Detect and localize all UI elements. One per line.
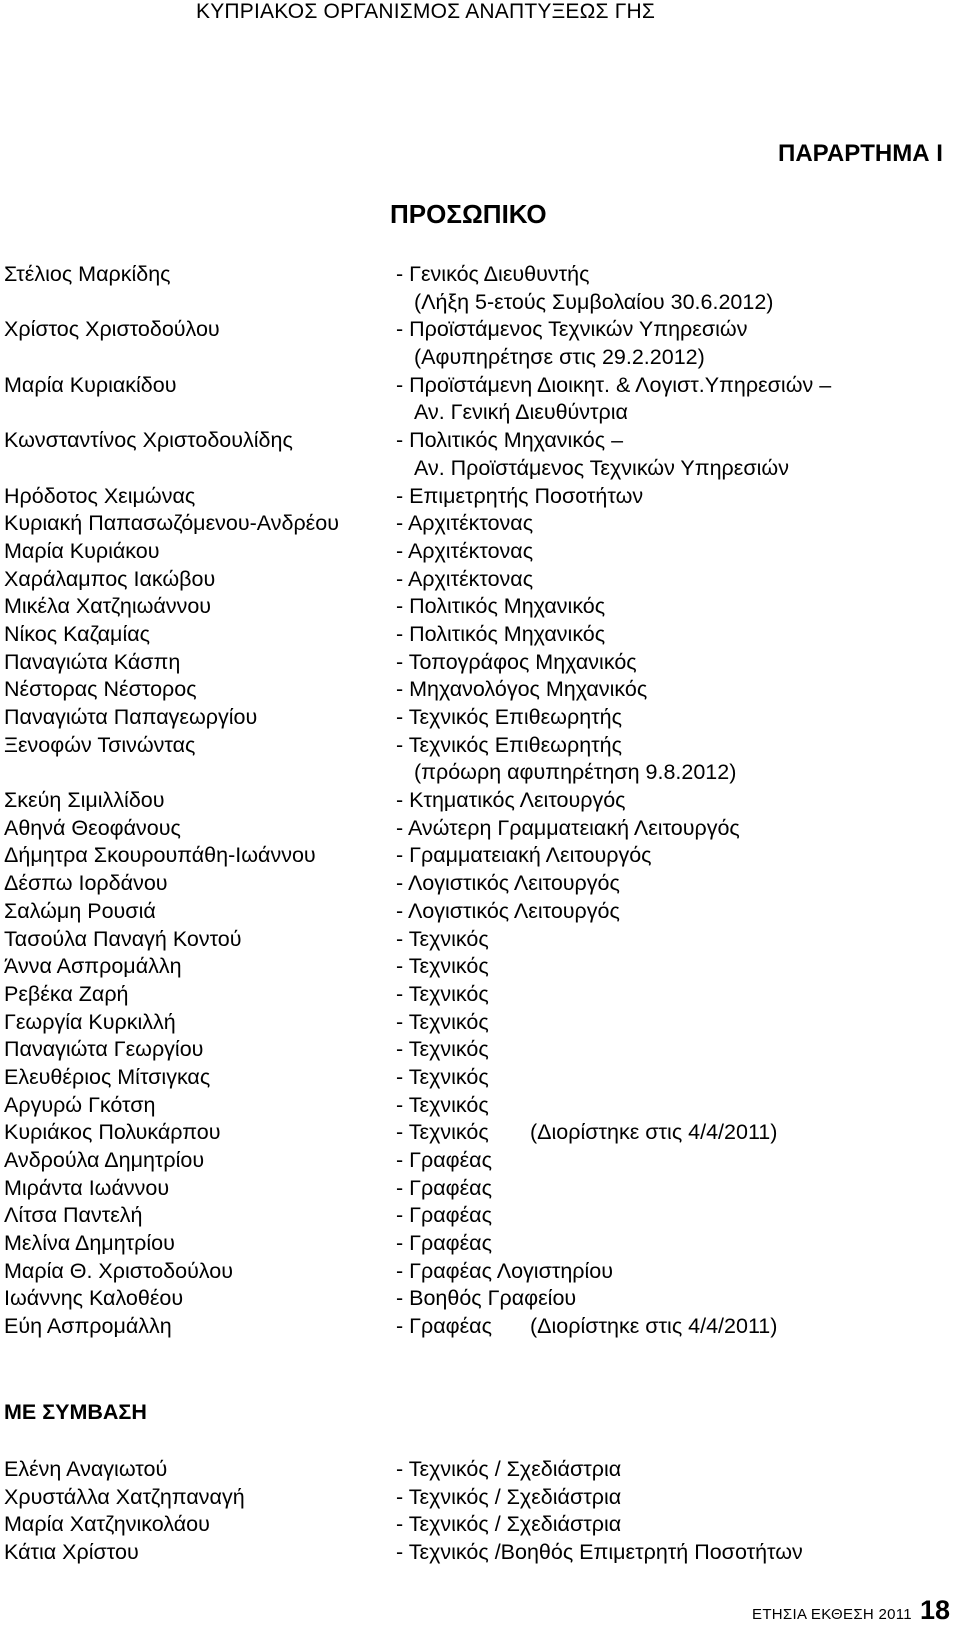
staff-role: - Γενικός Διευθυντής <box>396 262 590 286</box>
staff-name: Τασούλα Παναγή Κοντού <box>4 926 242 951</box>
staff-name: Χρυστάλλα Χατζηπαναγή <box>4 1484 245 1509</box>
staff-row <box>4 566 954 594</box>
staff-role: - Γραφέας Λογιστηρίου <box>396 1258 614 1283</box>
staff-role: - Λογιστικός Λειτουργός <box>396 898 620 923</box>
staff-role: - Λογιστικός Λειτουργός <box>396 871 620 896</box>
page-title: ΠΡΟΣΩΠΙΚΟ <box>390 199 547 229</box>
staff-role: - Γραφέας <box>396 1231 492 1256</box>
staff-role: - Τεχνικός <box>396 926 489 951</box>
staff-row <box>4 316 954 344</box>
staff-role: (πρόωρη αφυπηρέτηση 9.8.2012) <box>414 760 737 785</box>
contract-section-title: ΜΕ ΣΥΜΒΑΣΗ <box>4 1400 147 1424</box>
staff-role: - Τεχνικός <box>396 981 489 1006</box>
staff-row <box>4 926 954 954</box>
staff-row <box>4 759 954 787</box>
staff-role: - Πολιτικός Μηχανικός <box>396 621 606 646</box>
staff-role: - Τοπογράφος Μηχανικός <box>396 649 637 674</box>
staff-name: Χρίστος Χριστοδούλου <box>4 317 220 342</box>
staff-name: Ανδρούλα Δημητρίου <box>4 1148 205 1172</box>
staff-role: Αν. Γενική Διευθύντρια <box>414 400 628 425</box>
staff-name: Άννα Ασπρομάλλη <box>4 954 182 979</box>
staff-role: - Τεχνικός / Σχεδιάστρια <box>396 1512 622 1537</box>
staff-role: (Αφυπηρέτησε στις 29.2.2012) <box>414 345 705 370</box>
staff-name: Ελένη Αναγιωτού <box>4 1457 168 1481</box>
staff-role: - Τεχνικός / Σχεδιάστρια <box>396 1484 622 1509</box>
staff-role: - Τεχνικός <box>396 1009 489 1034</box>
staff-name: Παναγιώτα Κάσπη <box>4 649 181 674</box>
staff-role: - Πολιτικός Μηχανικός <box>396 594 606 619</box>
staff-role: (Λήξη 5-ετούς Συμβολαίου 30.6.2012) <box>414 289 774 314</box>
staff-row <box>4 815 954 843</box>
staff-role: - Προϊστάμενη Διοικητ. & Λογιστ.Υπηρεσιών – <box>396 372 832 397</box>
staff-row <box>4 510 954 538</box>
staff-row <box>4 621 954 649</box>
staff-name: Νίκος Καζαμίας <box>4 621 151 646</box>
staff-row <box>4 455 954 483</box>
staff-name: Μικέλα Χατζηιωάννου <box>4 594 212 619</box>
staff-row <box>4 732 954 760</box>
staff-name: Στέλιος Μαρκίδης <box>4 262 171 286</box>
staff-name: Μαρία Κυριακίδου <box>4 372 177 397</box>
staff-row <box>4 870 954 898</box>
staff-row <box>4 1092 954 1120</box>
staff-name: Δέσπω Ιορδάνου <box>4 871 168 896</box>
staff-name: Ελευθέριος Μίτσιγκας <box>4 1064 211 1089</box>
staff-role: - Τεχνικός <box>396 1064 489 1089</box>
staff-role: - Γραμματειακή Λειτουργός <box>396 843 652 868</box>
staff-row <box>4 1147 954 1175</box>
staff-row <box>4 1230 954 1258</box>
staff-row <box>4 1036 954 1064</box>
staff-row <box>4 261 954 289</box>
staff-row <box>4 372 954 400</box>
staff-name: Κάτια Χρίστου <box>4 1540 139 1565</box>
staff-row <box>4 649 954 677</box>
contract-staff-list <box>4 1456 954 1567</box>
staff-role: - Αρχιτέκτονας <box>396 511 534 536</box>
staff-row <box>4 1258 954 1286</box>
staff-name: Εύη Ασπρομάλλη <box>4 1314 172 1339</box>
staff-name: Ξενοφών Τσινώντας <box>4 732 196 757</box>
staff-name: Παναγιώτα Γεωργίου <box>4 1037 204 1062</box>
staff-row <box>4 344 954 372</box>
staff-role: - Ανώτερη Γραμματειακή Λειτουργός <box>396 815 740 840</box>
staff-row <box>4 1484 954 1512</box>
staff-role: - Τεχνικός <box>396 1120 489 1145</box>
staff-name: Δήμητρα Σκουρουπάθη-Ιωάννου <box>4 843 316 868</box>
staff-row <box>4 427 954 455</box>
staff-name: Σαλώμη Ρουσιά <box>4 898 156 923</box>
staff-name: Μελίνα Δημητρίου <box>4 1231 175 1256</box>
staff-name: Αργυρώ Γκότση <box>4 1092 156 1117</box>
staff-role: - Κτηματικός Λειτουργός <box>396 788 626 813</box>
staff-row <box>4 593 954 621</box>
staff-row <box>4 1064 954 1092</box>
staff-role: - Πολιτικός Μηχανικός – <box>396 428 624 453</box>
staff-row <box>4 787 954 815</box>
staff-row <box>4 1202 954 1230</box>
staff-name: Κυριάκος Πολυκάρπου <box>4 1120 221 1145</box>
staff-role: - Τεχνικός Επιθεωρητής <box>396 705 622 729</box>
staff-role: - Τεχνικός <box>396 1092 489 1117</box>
staff-name: Ρεβέκα Ζαρή <box>4 981 129 1006</box>
staff-row <box>4 1539 954 1567</box>
staff-name: Χαράλαμπος Ιακώβου <box>4 566 216 591</box>
staff-role: - Προϊστάμενος Τεχνικών Υπηρεσιών <box>396 317 748 342</box>
staff-role: - Τεχνικός / Σχεδιάστρια <box>396 1457 622 1481</box>
staff-role: - Επιμετρητής Ποσοτήτων <box>396 483 644 508</box>
page-footer <box>752 1595 950 1626</box>
staff-name: Λίτσα Παντελή <box>4 1203 143 1228</box>
staff-note: (Διορίστηκε στις 4/4/2011) <box>530 1314 778 1339</box>
staff-row <box>4 1456 954 1484</box>
staff-role: - Τεχνικός <box>396 954 489 979</box>
staff-role: - Τεχνικός Επιθεωρητής <box>396 732 622 757</box>
staff-row <box>4 1009 954 1037</box>
staff-name: Ιωάννης Καλοθέου <box>4 1286 184 1311</box>
staff-role: - Γραφέας <box>396 1148 492 1172</box>
staff-row <box>4 676 954 704</box>
staff-name: Ηρόδοτος Χειμώνας <box>4 483 196 508</box>
staff-role: - Βοηθός Γραφείου <box>396 1286 577 1311</box>
staff-row <box>4 898 954 926</box>
staff-row <box>4 704 954 732</box>
staff-role: - Γραφέας <box>396 1175 492 1200</box>
staff-note: (Διορίστηκε στις 4/4/2011) <box>530 1120 778 1145</box>
staff-name: Κωνσταντίνος Χριστοδουλίδης <box>4 428 293 453</box>
staff-name: Γεωργία Κυρκιλλή <box>4 1009 176 1034</box>
organization-header: ΚΥΠΡΙΑΚΟΣ ΟΡΓΑΝΙΣΜΟΣ ΑΝΑΠΤΥΞΕΩΣ ΓΗΣ <box>196 0 656 23</box>
staff-name: Αθηνά Θεοφάνους <box>4 815 181 840</box>
staff-row <box>4 1119 954 1147</box>
staff-row <box>4 1313 954 1341</box>
staff-role: - Τεχνικός <box>396 1037 489 1062</box>
staff-name: Παναγιώτα Παπαγεωργίου <box>4 705 258 729</box>
page-number: 18 <box>919 1595 950 1625</box>
staff-row <box>4 538 954 566</box>
staff-row <box>4 981 954 1009</box>
staff-name: Μιράντα Ιωάννου <box>4 1175 170 1200</box>
staff-role: - Γραφέας <box>396 1203 492 1228</box>
staff-role: - Αρχιτέκτονας <box>396 538 534 563</box>
staff-row <box>4 842 954 870</box>
staff-row <box>4 483 954 511</box>
staff-row <box>4 399 954 427</box>
staff-name: Μαρία Χατζηνικολάου <box>4 1512 210 1537</box>
staff-row <box>4 1511 954 1539</box>
staff-row <box>4 289 954 317</box>
staff-name: Σκεύη Σιμιλλίδου <box>4 788 165 813</box>
staff-name: Μαρία Κυριάκου <box>4 538 160 563</box>
footer-report-title: ΕΤΗΣΙΑ ΕΚΘΕΣΗ 2011 <box>752 1606 912 1623</box>
staff-row <box>4 1285 954 1313</box>
staff-role: - Τεχνικός /Βοηθός Επιμετρητή Ποσοτήτων <box>396 1540 803 1565</box>
staff-role: - Μηχανολόγος Μηχανικός <box>396 677 648 702</box>
staff-role: Αν. Προϊστάμενος Τεχνικών Υπηρεσιών <box>414 455 789 480</box>
staff-role: - Γραφέας <box>396 1314 492 1339</box>
staff-row <box>4 1175 954 1203</box>
staff-role: - Αρχιτέκτονας <box>396 566 534 591</box>
staff-list <box>4 261 954 1341</box>
staff-name: Νέστορας Νέστορος <box>4 677 197 702</box>
appendix-label: ΠΑΡΑΡΤΗΜΑ Ι <box>778 140 943 167</box>
staff-name: Κυριακή Παπασωζόμενου-Ανδρέου <box>4 511 339 536</box>
staff-row <box>4 953 954 981</box>
staff-name: Μαρία Θ. Χριστοδούλου <box>4 1258 234 1283</box>
